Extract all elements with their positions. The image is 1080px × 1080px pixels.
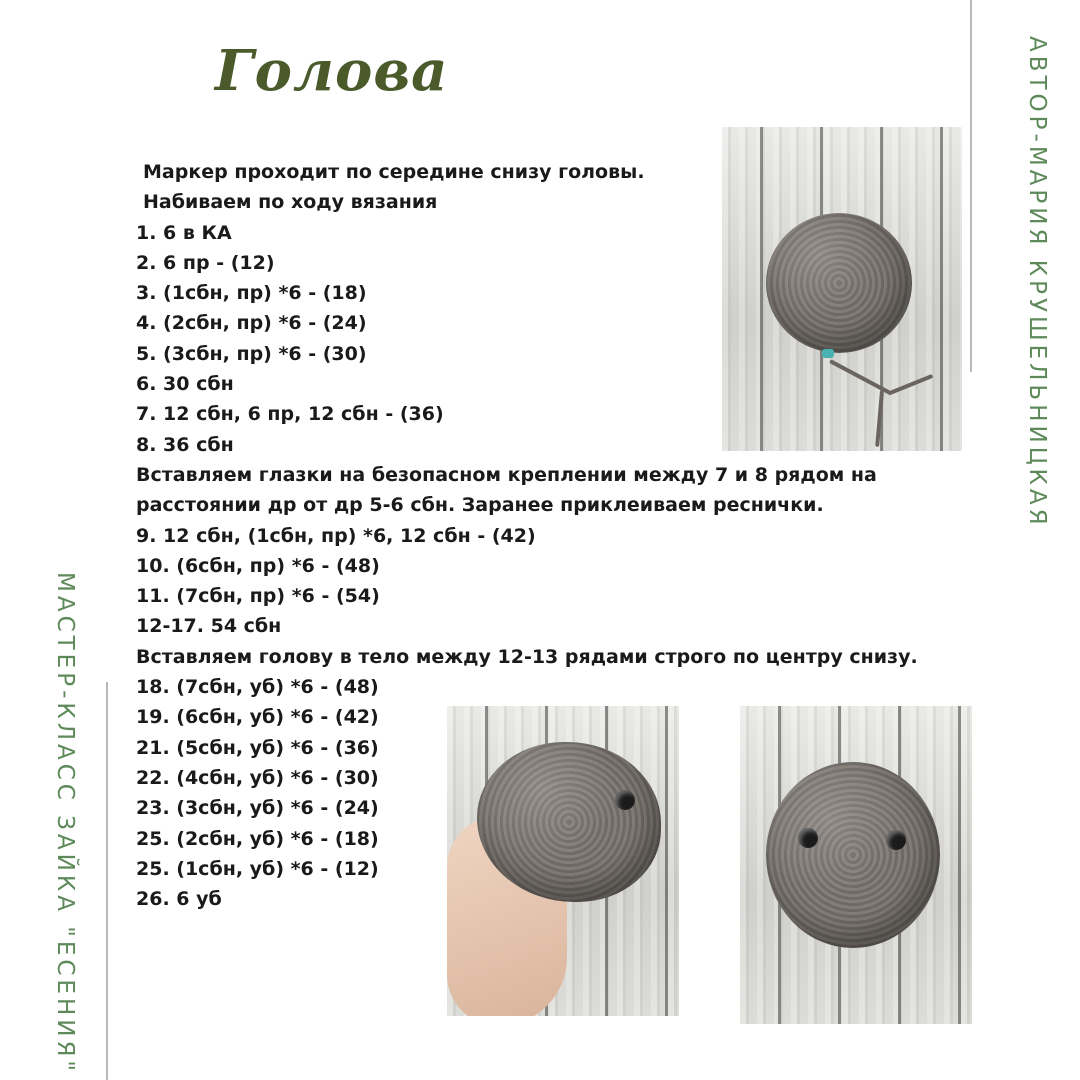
- head-in-hand-photo: [447, 706, 679, 1016]
- instruction-line: 18. (7сбн, уб) *6 - (48): [136, 676, 379, 699]
- instruction-line: Набиваем по ходу вязания: [143, 191, 438, 214]
- instruction-line: Маркер проходит по середине снизу головы.: [143, 161, 645, 183]
- yarn-tail: [875, 391, 884, 447]
- crochet-head: [766, 762, 940, 948]
- page-title: Голова: [215, 38, 449, 104]
- safety-eye: [886, 830, 906, 850]
- instruction-line: Вставляем глазки на безопасном креплении между 7 и 8 рядом на: [136, 463, 877, 486]
- instruction-line: 6. 30 сбн: [136, 373, 234, 396]
- instruction-line: 12-17. 54 сбн: [136, 615, 282, 638]
- safety-eye: [615, 790, 635, 810]
- instruction-line: 8. 36 сбн: [136, 433, 234, 456]
- instruction-line: Вставляем голову в тело между 12-13 рядами строго по центру снизу.: [136, 645, 918, 668]
- left-divider: [106, 682, 108, 1080]
- masterclass-caption: МАСТЕР-КЛАСС ЗАЙКА "ЕСЕНИЯ": [52, 572, 78, 1075]
- instruction-line: 25. (1сбн, уб) *6 - (12): [136, 857, 379, 880]
- instruction-line: 26. 6 уб: [136, 888, 222, 911]
- stitch-marker: [822, 349, 834, 358]
- safety-eye: [798, 828, 818, 848]
- instruction-line: 23. (3сбн, уб) *6 - (24): [136, 797, 379, 820]
- instruction-line: 5. (3сбн, пр) *6 - (30): [136, 342, 367, 365]
- crochet-head: [766, 213, 912, 353]
- head-front-photo: [740, 706, 972, 1024]
- instruction-line: 19. (6сбн, уб) *6 - (42): [136, 706, 379, 729]
- instruction-line: 4. (2сбн, пр) *6 - (24): [136, 312, 367, 335]
- instruction-line: 10. (6сбн, пр) *6 - (48): [136, 554, 380, 577]
- instruction-line: 9. 12 сбн, (1сбн, пр) *6, 12 сбн - (42): [136, 524, 536, 547]
- instruction-line: 11. (7сбн, пр) *6 - (54): [136, 585, 380, 608]
- instruction-line: 2. 6 пр - (12): [136, 251, 275, 274]
- instruction-line: 21. (5сбн, уб) *6 - (36): [136, 736, 379, 759]
- head-bottom-photo: [722, 127, 962, 451]
- right-divider: [970, 0, 972, 372]
- yarn-tail: [829, 359, 893, 395]
- instruction-line: 22. (4сбн, уб) *6 - (30): [136, 766, 379, 789]
- yarn-tail: [889, 374, 933, 395]
- instruction-line: 7. 12 сбн, 6 пр, 12 сбн - (36): [136, 403, 444, 426]
- author-caption: АВТОР-МАРИЯ КРУШЕЛЬНИЦКАЯ: [1024, 36, 1050, 529]
- instruction-line: расстоянии др от др 5-6 сбн. Заранее приклеиваем реснички.: [136, 494, 824, 517]
- instruction-line: 1. 6 в КА: [136, 221, 232, 244]
- instruction-line: 25. (2сбн, уб) *6 - (18): [136, 827, 379, 850]
- instruction-line: 3. (1сбн, пр) *6 - (18): [136, 282, 367, 305]
